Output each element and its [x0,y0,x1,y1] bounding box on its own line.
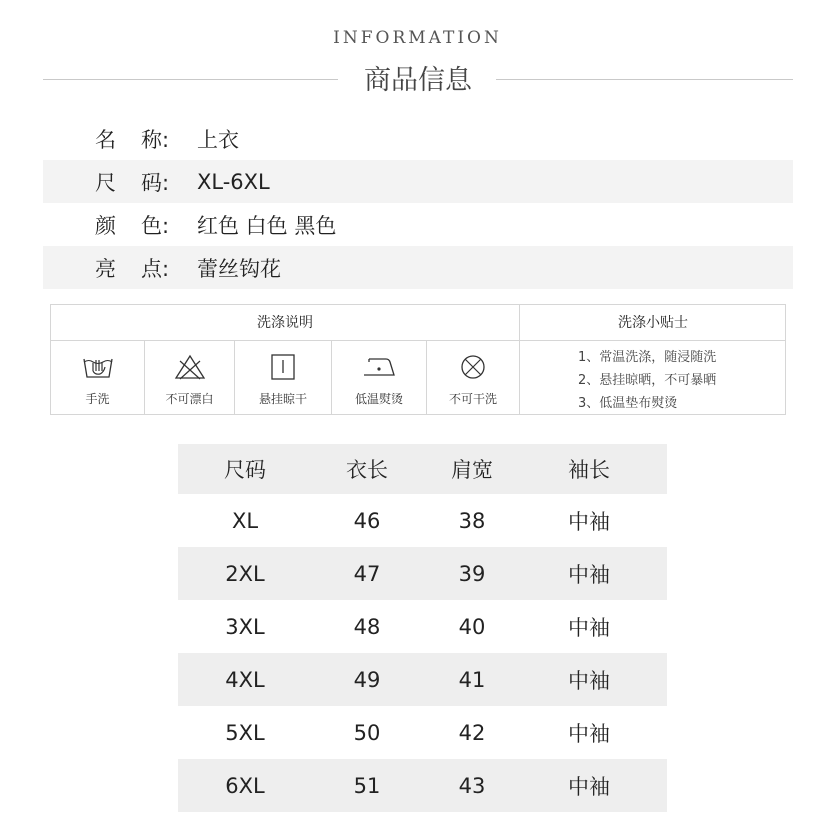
info-value: 上衣 [197,127,239,152]
cell-sleeve: 中袖 [568,668,610,693]
info-key-char2: 称: [141,127,170,152]
cell-shoulder: 38 [458,508,486,533]
info-row-highlight [43,246,793,289]
table-row [178,547,667,600]
header-sleeve: 袖长 [568,458,610,482]
wash-item-label: 不可漂白 [165,392,214,406]
cell-length: 47 [353,561,381,586]
cell-size: 5XL [225,720,265,745]
info-row-color [43,203,793,246]
cell-length: 51 [353,773,381,798]
wash-item-no-dry-clean [427,341,520,415]
wash-item-line-dry [235,341,332,415]
cell-length: 46 [353,508,381,533]
info-key-char1: 亮 [95,256,116,281]
wash-tips-header: 洗涤小贴士 [520,305,786,341]
info-key-char2: 色: [141,213,170,238]
cell-shoulder: 40 [458,614,486,639]
info-key-char2: 点: [141,256,170,281]
wash-item-hand-wash [51,341,145,415]
header-shoulder: 肩宽 [451,458,493,482]
wash-item-label: 不可干洗 [448,392,497,406]
washing-instructions-table [50,304,786,415]
wash-item-label: 低温熨烫 [354,392,403,406]
cell-sleeve: 中袖 [568,509,610,534]
cell-size: 4XL [225,667,265,692]
section-title: 商品信息 [364,65,472,96]
wash-tip: 3、低温垫布熨烫 [578,396,678,411]
cell-sleeve: 中袖 [568,774,610,799]
cell-size: 6XL [225,773,265,798]
cell-size: 3XL [225,614,265,639]
info-key-char1: 名 [95,127,116,152]
info-row-size [43,160,793,203]
title-divider-right [496,79,793,80]
wash-item-label: 手洗 [85,392,110,406]
cell-shoulder: 39 [458,561,486,586]
size-table-header [178,444,667,494]
size-chart-table [178,444,667,812]
table-row [178,494,667,547]
cell-sleeve: 中袖 [568,721,610,746]
wash-tip: 1、常温洗涤，随浸随洗 [578,350,717,365]
cell-length: 49 [353,667,381,692]
no-dry-clean-icon [427,353,519,381]
section-title-row [43,58,793,98]
cell-size: 2XL [225,561,265,586]
info-key-char2: 码: [141,170,170,195]
header-size: 尺码 [224,458,266,482]
info-row-name [43,117,793,160]
wash-item-low-iron [332,341,427,415]
cell-sleeve: 中袖 [568,562,610,587]
cell-shoulder: 43 [458,773,486,798]
hand-wash-icon [51,353,144,381]
product-info-list [43,117,793,289]
table-row [178,759,667,812]
cell-sleeve: 中袖 [568,615,610,640]
low-iron-icon [332,353,426,381]
cell-shoulder: 42 [458,720,486,745]
table-row [178,600,667,653]
wash-tip: 2、悬挂晾晒，不可暴晒 [578,373,717,388]
cell-size: XL [231,508,259,533]
cell-length: 48 [353,614,381,639]
info-value: 红色 白色 黑色 [197,213,337,238]
wash-tips-list [520,341,786,415]
cell-length: 50 [353,720,381,745]
info-value: 蕾丝钩花 [197,256,281,281]
wash-instructions-header: 洗涤说明 [51,305,520,341]
table-row [178,706,667,759]
wash-item-no-bleach [145,341,235,415]
section-subtitle-en: INFORMATION [333,28,502,48]
info-value: XL-6XL [197,169,270,194]
info-key-char1: 尺 [95,170,116,195]
info-key-char1: 颜 [95,213,116,238]
header-length: 衣长 [346,458,388,482]
line-dry-icon [235,353,331,381]
table-row [178,653,667,706]
wash-item-label: 悬挂晾干 [258,392,307,406]
no-bleach-icon [145,353,234,381]
cell-shoulder: 41 [458,667,486,692]
